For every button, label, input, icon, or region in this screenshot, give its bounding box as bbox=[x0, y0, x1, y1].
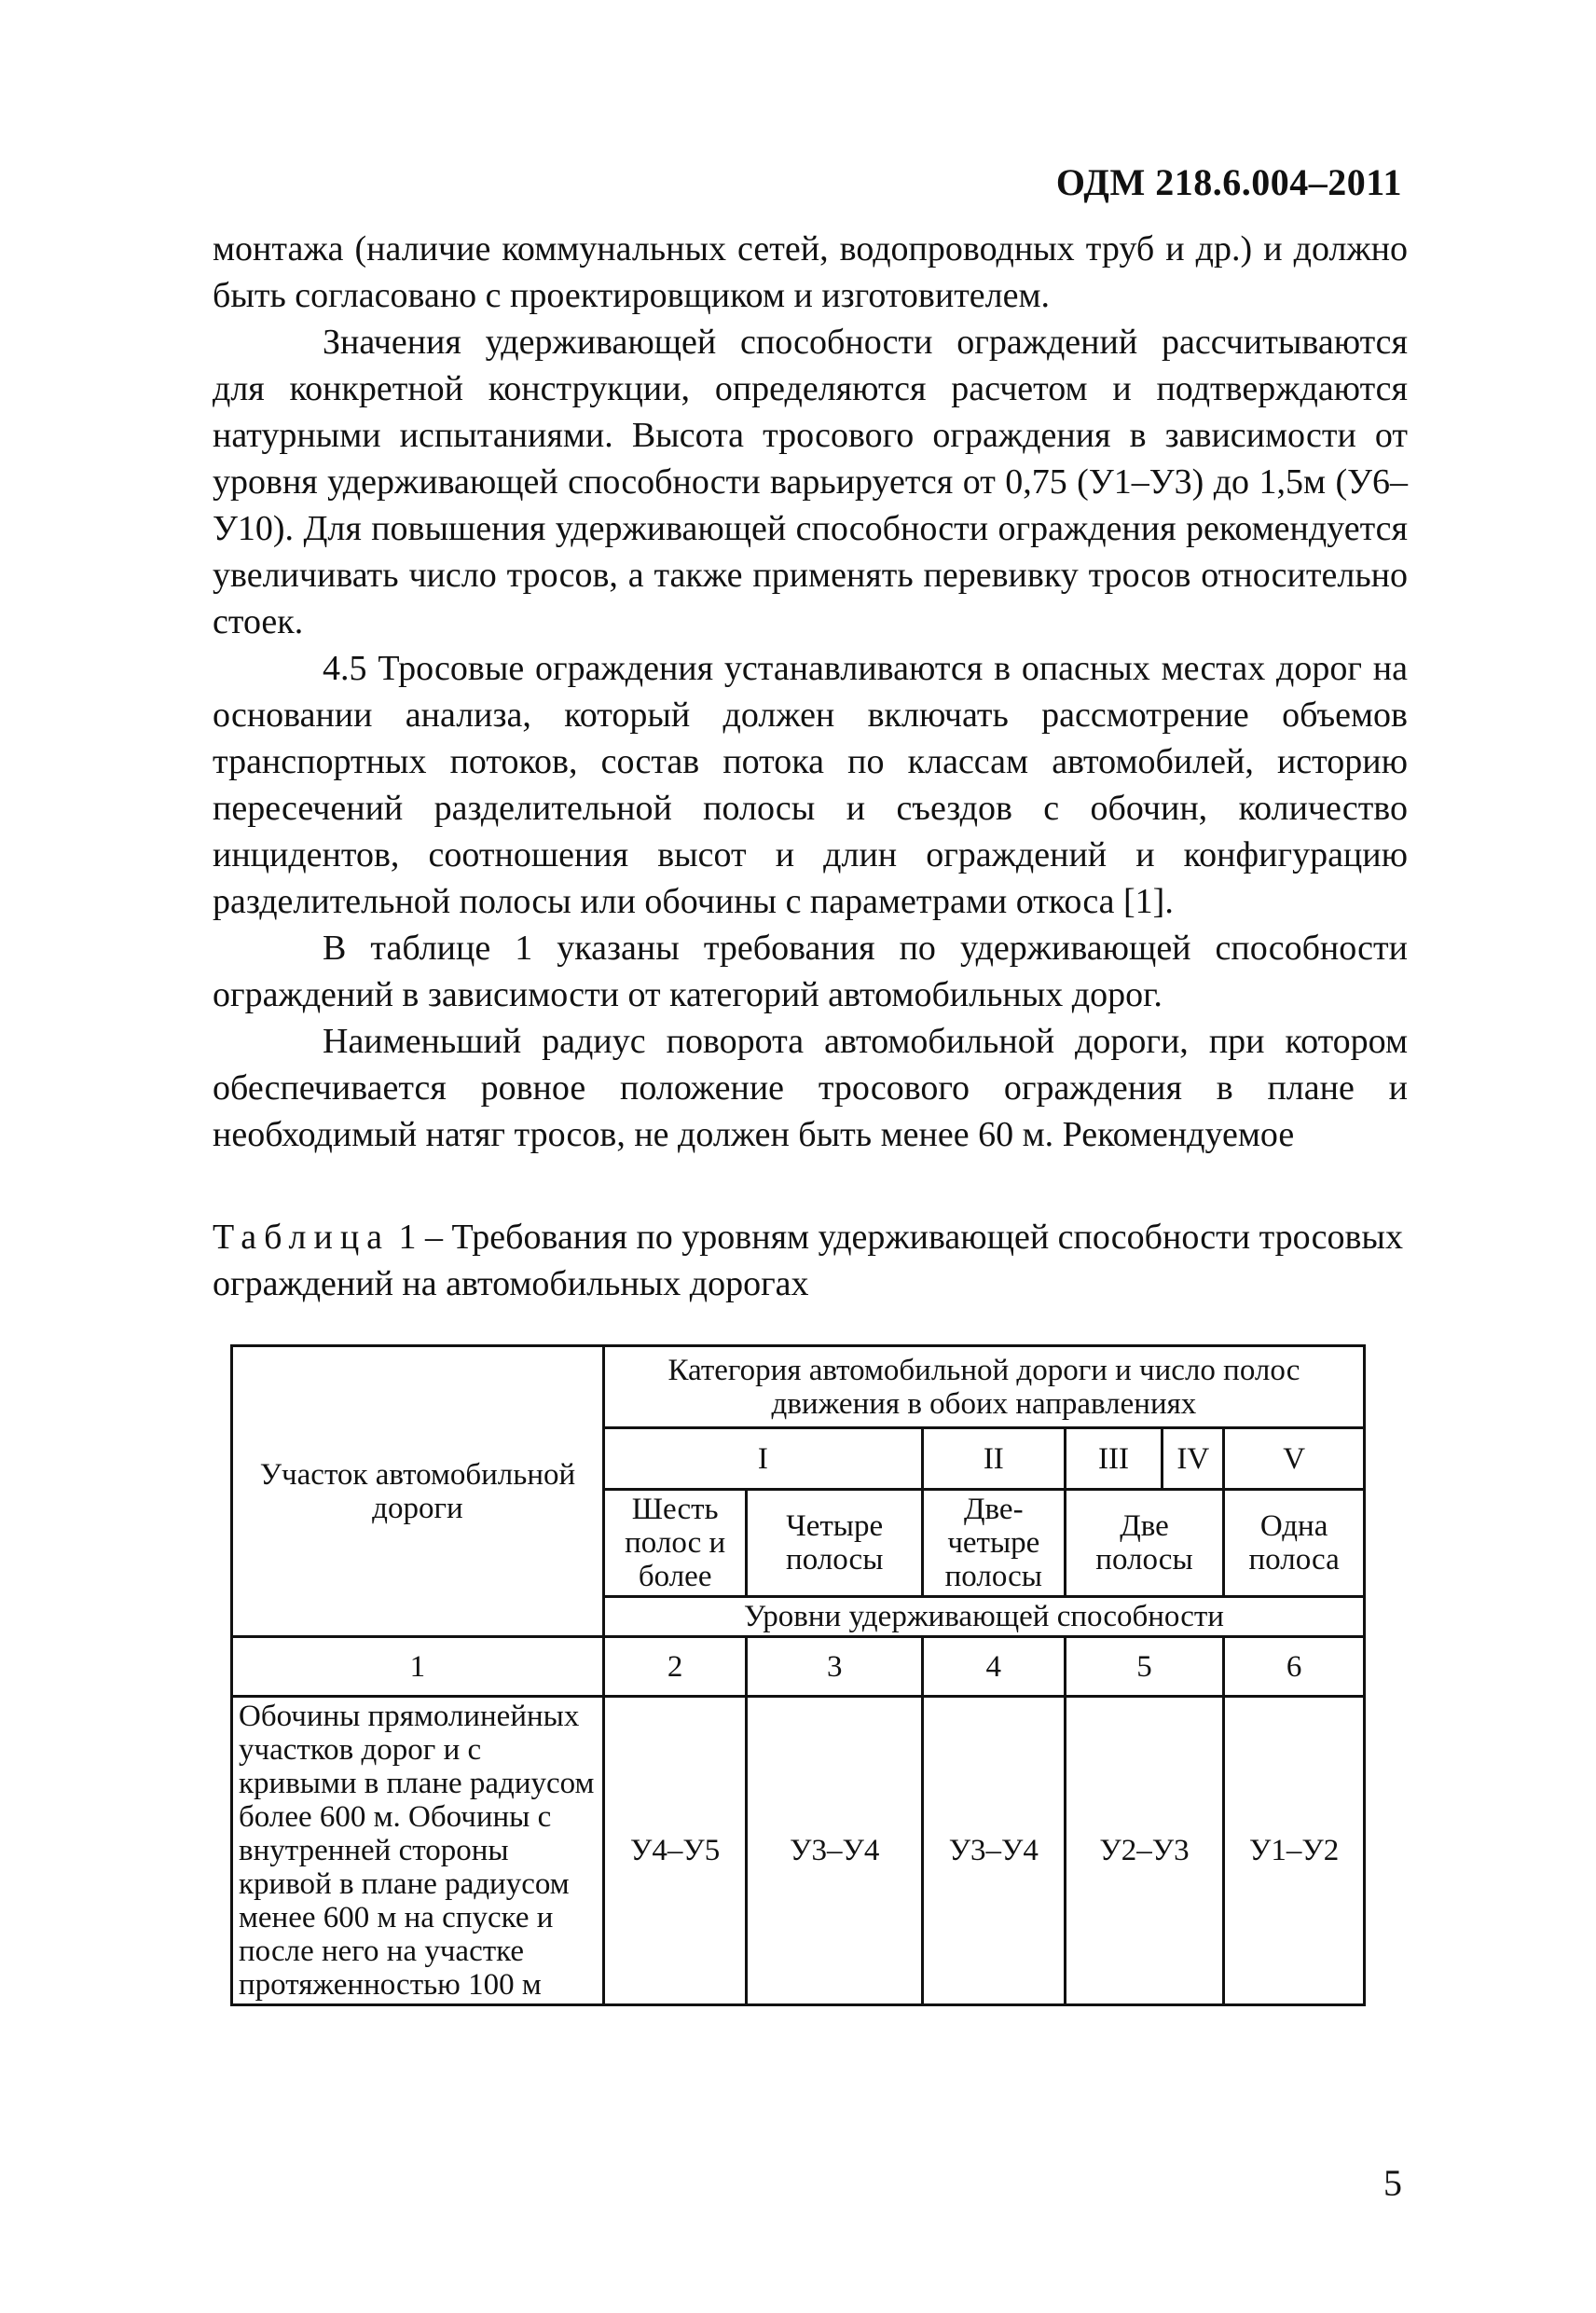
table-caption-label: Таблица bbox=[213, 1218, 391, 1257]
column-number-cell: 1 bbox=[232, 1637, 604, 1697]
level-cell: У4–У5 bbox=[603, 1697, 747, 2005]
lane-group-cell: Шесть полос и более bbox=[603, 1490, 747, 1597]
section-cell: Обочины прямолинейных участков дорог и с кривыми в плане радиусом более 600 м. Обочины с внутренней стороны кривой в плане радиусом менее 600 м на спуске и после него на участке протяженностью 100 м bbox=[232, 1697, 604, 2005]
column-number-cell: 2 bbox=[603, 1637, 747, 1697]
category-cell: V bbox=[1224, 1428, 1365, 1490]
category-cell: I bbox=[603, 1428, 922, 1490]
table-row bbox=[232, 1697, 1365, 2005]
page-number: 5 bbox=[1383, 2162, 1402, 2204]
column-number-cell: 4 bbox=[922, 1637, 1065, 1697]
lane-group-cell: Две полосы bbox=[1065, 1490, 1224, 1597]
body-text bbox=[213, 226, 1408, 1158]
column-number-cell: 3 bbox=[747, 1637, 922, 1697]
level-cell: У1–У2 bbox=[1224, 1697, 1365, 2005]
column-number-cell: 5 bbox=[1065, 1637, 1224, 1697]
lane-group-cell: Две-четыре полосы bbox=[922, 1490, 1065, 1597]
section-header-cell: Участок автомобильной дороги bbox=[232, 1346, 604, 1637]
category-cell: IV bbox=[1163, 1428, 1224, 1490]
paragraph: монтажа (наличие коммунальных сетей, водопроводных труб и др.) и должно быть согласовано с проектировщиком и изготовителем. bbox=[213, 229, 1408, 315]
requirements-table bbox=[230, 1344, 1366, 2006]
paragraph: Наименьший радиус поворота автомобильной дороги, при котором обеспечивается ровное положение тросового ограждения в плане и необходимый натяг тросов, не должен быть менее 60 м. Рекомендуемое bbox=[213, 1022, 1408, 1154]
lane-group-cell: Одна полоса bbox=[1224, 1490, 1365, 1597]
paragraph: Значения удерживающей способности ограждений рассчитываются для конкретной конструкции, определяются расчетом и подтверждаются натурными испытаниями. Высота тросового ограждения в зависимости от уровня удерживающей способности варьируется от 0,75 (У1–У3) до 1,5м (У6–У10). Для повышения удерживающей способности ограждения рекомендуется увеличивать число тросов, а также применять перевивку тросов относительно стоек. bbox=[213, 323, 1408, 641]
levels-header-cell: Уровни удерживающей способности bbox=[603, 1597, 1364, 1637]
table-caption-text: 1 – Требования по уровням удерживающей способности тросовых ограждений на автомобильных дорогах bbox=[213, 1218, 1403, 1303]
category-cell: II bbox=[922, 1428, 1065, 1490]
level-cell: У3–У4 bbox=[922, 1697, 1065, 2005]
category-cell: III bbox=[1065, 1428, 1163, 1490]
table-caption bbox=[213, 1214, 1408, 1307]
lane-group-cell: Четыре полосы bbox=[747, 1490, 922, 1597]
column-number-cell: 6 bbox=[1224, 1637, 1365, 1697]
document-code: ОДМ 218.6.004–2011 bbox=[1055, 161, 1402, 203]
level-cell: У2–У3 bbox=[1065, 1697, 1224, 2005]
level-cell: У3–У4 bbox=[747, 1697, 922, 2005]
category-header-cell: Категория автомобильной дороги и число полос движения в обоих направлениях bbox=[603, 1346, 1364, 1428]
paragraph: 4.5 Тросовые ограждения устанавливаются в опасных местах дорог на основании анализа, который должен включать рассмотрение объемов транспортных потоков, состав потока по классам автомобилей, историю пересечений разделительной полосы и съездов с обочин, количество инцидентов, соотношения высот и длин ограждений и конфигурацию разделительной полосы или обочины с параметрами откоса [1]. bbox=[213, 649, 1408, 921]
paragraph: В таблице 1 указаны требования по удерживающей способности ограждений в зависимости от категорий автомобильных дорог. bbox=[213, 929, 1408, 1014]
